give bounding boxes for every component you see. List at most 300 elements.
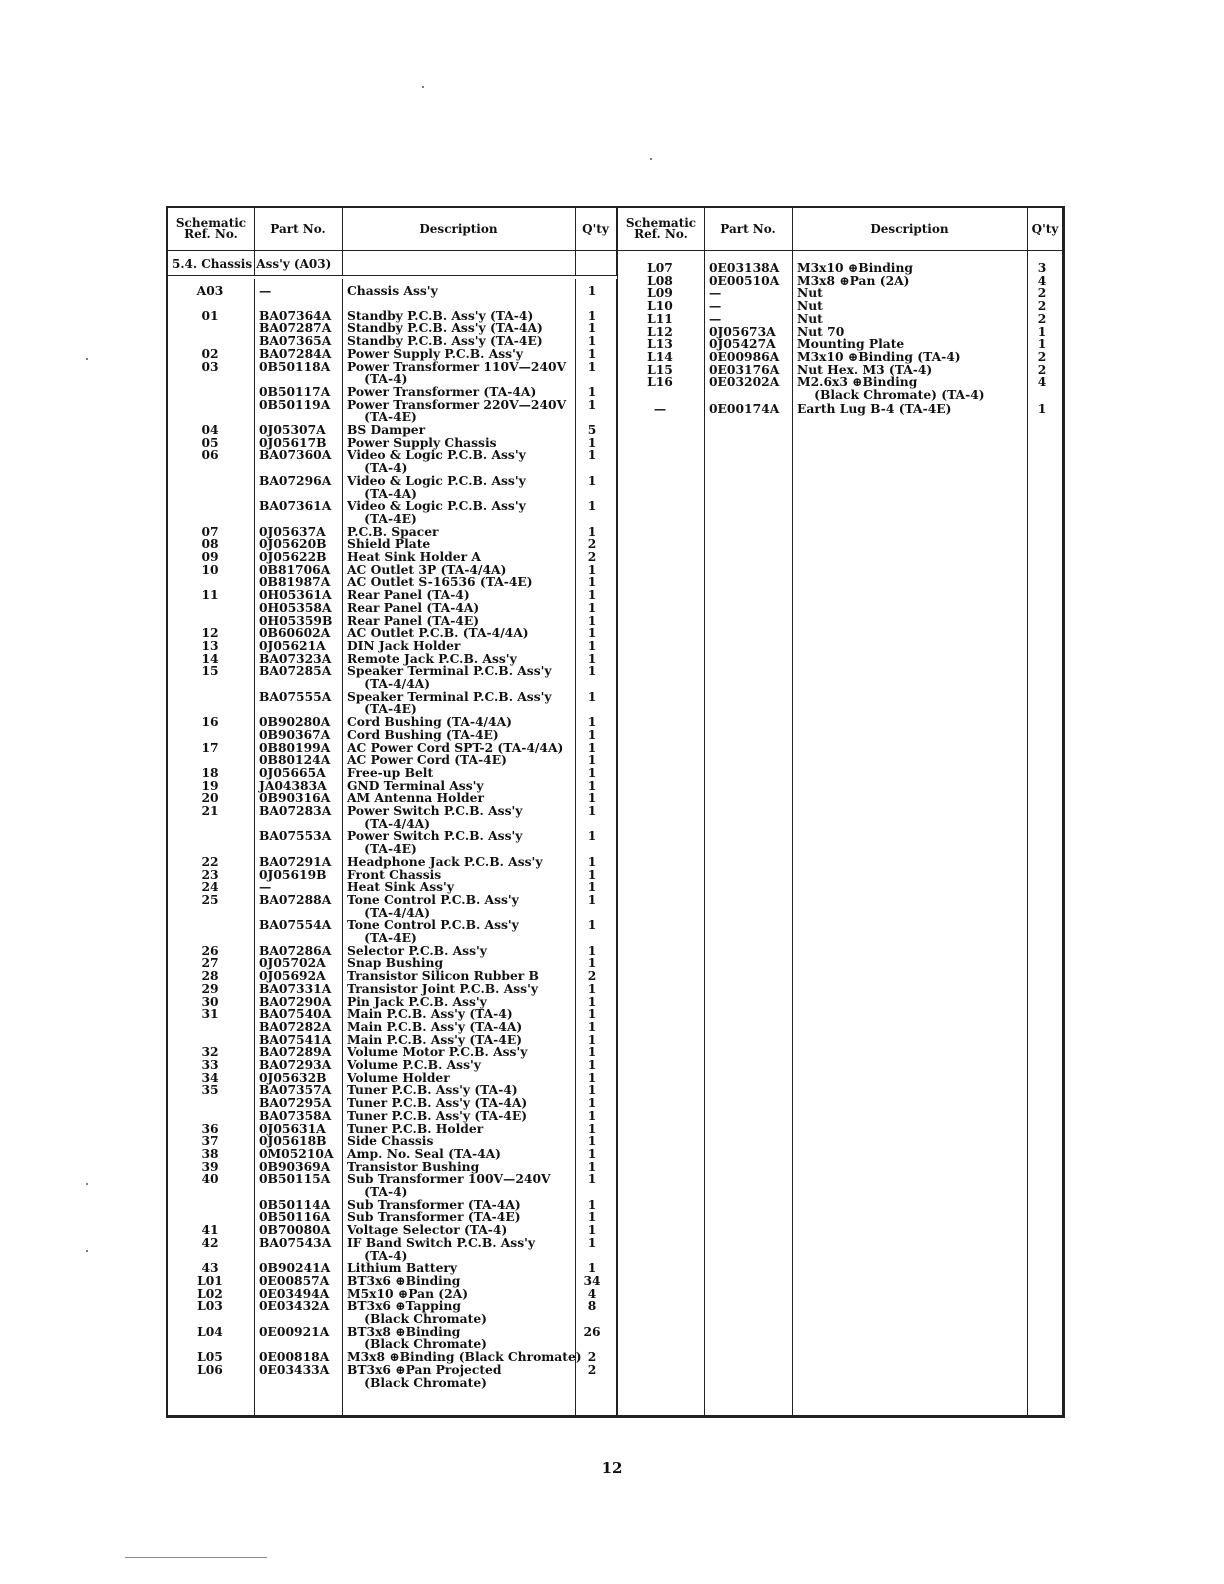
description-cell: (TA-4) bbox=[347, 460, 408, 476]
description-cell: (TA-4A) bbox=[347, 485, 417, 501]
description-cell: GND Terminal Ass'y bbox=[347, 777, 484, 793]
part-number-cell: 0B90316A bbox=[259, 790, 331, 806]
part-number-cell: 0B70080A bbox=[259, 1222, 331, 1238]
part-number-cell: BA07553A bbox=[259, 828, 332, 844]
ref-cell: L12 bbox=[647, 323, 673, 339]
description-cell: AC Outlet 3P (TA-4/4A) bbox=[347, 561, 507, 577]
part-number-cell: 0B50117A bbox=[259, 383, 331, 399]
part-number-cell: 0J05637A bbox=[259, 523, 326, 539]
description-cell: Power Transformer (TA-4A) bbox=[347, 383, 537, 399]
part-number-cell: 0J05673A bbox=[709, 323, 776, 339]
part-number-cell: 0J05692A bbox=[259, 968, 326, 984]
part-number-cell: BA07358A bbox=[259, 1107, 332, 1123]
description-cell: Power Supply Chassis bbox=[347, 434, 497, 450]
part-number-cell: 0E00921A bbox=[259, 1323, 330, 1339]
part-number-cell: 0J05632B bbox=[259, 1069, 327, 1085]
description-cell: (TA-4/4A) bbox=[347, 815, 431, 831]
part-number-cell: 0J05617B bbox=[259, 434, 327, 450]
ref-cell: 40 bbox=[201, 1171, 219, 1187]
header-qty-left: Q'ty bbox=[582, 221, 609, 236]
part-number-cell: 0J05622B bbox=[259, 549, 327, 564]
quantity-cell: 1 bbox=[587, 663, 597, 679]
part-number-cell: 0B50115A bbox=[259, 1171, 331, 1187]
ref-cell: 20 bbox=[201, 790, 219, 806]
parts-list-table bbox=[166, 206, 1065, 1418]
description-cell: Tuner P.C.B. Holder bbox=[347, 1120, 484, 1136]
description-cell: (TA-4) bbox=[347, 1247, 408, 1263]
quantity-cell: 2 bbox=[1037, 285, 1047, 301]
ref-cell: 13 bbox=[201, 637, 219, 653]
quantity-cell: 1 bbox=[587, 396, 597, 412]
description-cell: Speaker Terminal P.C.B. Ass'y bbox=[347, 688, 552, 704]
description-cell: Nut Hex. M3 (TA-4) bbox=[797, 361, 933, 377]
description-cell: M2.6x3 ⊕Binding bbox=[797, 374, 918, 390]
description-cell: (Black Chromate) bbox=[347, 1336, 487, 1352]
part-number-cell: 0B80199A bbox=[259, 739, 331, 755]
description-cell: Power Transformer 220V—240V bbox=[347, 396, 567, 412]
part-number-cell: 0E03494A bbox=[259, 1285, 330, 1301]
quantity-cell: 1 bbox=[587, 1044, 597, 1060]
description-cell: Cord Bushing (TA-4E) bbox=[347, 726, 499, 742]
quantity-cell: 1 bbox=[587, 917, 597, 933]
part-number-cell: — bbox=[709, 298, 722, 314]
description-cell: Video & Logic P.C.B. Ass'y bbox=[347, 498, 526, 514]
description-cell: M3x10 ⊕Binding bbox=[797, 260, 914, 275]
ref-cell: L02 bbox=[197, 1285, 223, 1301]
description-cell: AC Power Cord (TA-4E) bbox=[347, 752, 507, 768]
table-row bbox=[168, 639, 616, 652]
table-row bbox=[618, 274, 1066, 287]
table-row bbox=[168, 893, 616, 906]
part-number-cell: 0B81706A bbox=[259, 561, 331, 577]
quantity-cell: 1 bbox=[587, 1196, 597, 1212]
quantity-cell: 34 bbox=[583, 1272, 601, 1288]
ref-cell: 09 bbox=[201, 549, 219, 564]
description-cell: Video & Logic P.C.B. Ass'y bbox=[347, 472, 526, 488]
quantity-cell: 1 bbox=[587, 942, 597, 958]
description-cell: Power Supply P.C.B. Ass'y bbox=[347, 345, 523, 361]
quantity-cell: 1 bbox=[587, 1209, 597, 1225]
quantity-cell: 2 bbox=[587, 536, 597, 552]
description-cell: Transistor Silicon Rubber B bbox=[347, 968, 539, 984]
part-number-cell: BA07289A bbox=[259, 1044, 332, 1060]
description-cell: Heat Sink Holder A bbox=[347, 549, 481, 564]
part-number-cell: BA07323A bbox=[259, 650, 332, 666]
part-number-cell: 0E03176A bbox=[709, 361, 780, 377]
description-cell: M3x8 ⊕Binding (Black Chromate) bbox=[347, 1349, 582, 1365]
part-number-cell: 0J05619B bbox=[259, 866, 327, 882]
description-cell: BT3x6 ⊕Pan Projected bbox=[347, 1361, 502, 1377]
description-cell: AM Antenna Holder bbox=[347, 790, 484, 806]
description-cell: Front Chassis bbox=[347, 866, 442, 882]
quantity-cell: 1 bbox=[587, 498, 597, 514]
table-row bbox=[168, 1236, 616, 1249]
ref-cell: 32 bbox=[201, 1044, 219, 1060]
description-cell: (TA-4) bbox=[347, 371, 408, 387]
quantity-cell: 2 bbox=[587, 1349, 597, 1365]
description-cell: Volume Holder bbox=[347, 1069, 450, 1085]
quantity-cell: 1 bbox=[587, 1006, 597, 1022]
scan-speck bbox=[86, 358, 88, 360]
quantity-cell: 1 bbox=[587, 739, 597, 755]
quantity-cell: 1 bbox=[587, 803, 597, 818]
part-number-cell: BA07361A bbox=[259, 498, 332, 514]
ref-cell: L05 bbox=[197, 1349, 223, 1365]
part-number-cell: BA07291A bbox=[259, 853, 332, 869]
ref-cell: 42 bbox=[201, 1234, 219, 1250]
part-number-cell: BA07543A bbox=[259, 1234, 332, 1250]
part-number-cell: BA07331A bbox=[259, 980, 332, 996]
header-desc-right: Description bbox=[870, 221, 949, 236]
part-number-cell: 0B50116A bbox=[259, 1209, 331, 1225]
quantity-cell: 2 bbox=[1037, 298, 1047, 314]
part-number-cell: 0E00510A bbox=[709, 272, 780, 288]
description-cell: Main P.C.B. Ass'y (TA-4) bbox=[347, 1006, 513, 1022]
header-desc-left: Description bbox=[419, 221, 498, 236]
description-cell: (TA-4/4A) bbox=[347, 676, 431, 691]
part-number-cell: BA07290A bbox=[259, 993, 332, 1009]
quantity-cell: 1 bbox=[587, 599, 597, 615]
quantity-cell: 1 bbox=[587, 891, 597, 907]
description-cell: Nut bbox=[797, 298, 823, 314]
ref-cell: 41 bbox=[201, 1222, 219, 1238]
quantity-cell: 1 bbox=[587, 1069, 597, 1085]
part-number-cell: 0E00986A bbox=[709, 348, 780, 364]
quantity-cell: 1 bbox=[587, 1222, 597, 1238]
part-number-cell: 0E00818A bbox=[259, 1349, 330, 1365]
description-cell: Sub Transformer (TA-4A) bbox=[347, 1196, 521, 1212]
scan-speck bbox=[650, 158, 652, 160]
part-number-cell: BA07284A bbox=[259, 345, 332, 361]
description-cell: Tuner P.C.B. Ass'y (TA-4) bbox=[347, 1082, 518, 1098]
quantity-cell: 2 bbox=[587, 968, 597, 984]
quantity-cell: 1 bbox=[587, 879, 597, 895]
description-cell: DIN Jack Holder bbox=[347, 637, 461, 653]
ref-cell: L15 bbox=[647, 361, 673, 377]
table-row bbox=[168, 855, 616, 868]
part-number-cell: 0J05631A bbox=[259, 1120, 326, 1136]
description-cell: Lithium Battery bbox=[347, 1260, 458, 1276]
quantity-cell: 2 bbox=[1037, 348, 1047, 364]
part-number-cell: JA04383A bbox=[259, 777, 327, 793]
part-number-cell: — bbox=[709, 310, 722, 326]
part-number-cell: — bbox=[259, 879, 272, 895]
description-cell: Rear Panel (TA-4) bbox=[347, 587, 470, 603]
ref-cell: 03 bbox=[201, 358, 219, 374]
quantity-cell: 1 bbox=[587, 650, 597, 666]
ref-cell: A03 bbox=[196, 283, 224, 298]
quantity-cell: 1 bbox=[587, 790, 597, 806]
ref-cell: L06 bbox=[197, 1361, 223, 1377]
part-number-cell: 0B80124A bbox=[259, 752, 331, 768]
description-cell: Volume P.C.B. Ass'y bbox=[347, 1057, 481, 1072]
description-cell: (TA-4E) bbox=[347, 510, 417, 526]
quantity-cell: 1 bbox=[587, 1145, 597, 1161]
quantity-cell: 1 bbox=[587, 358, 597, 374]
part-number-cell: BA07287A bbox=[259, 320, 332, 336]
part-number-cell: BA07296A bbox=[259, 472, 332, 488]
ref-cell: L07 bbox=[647, 260, 673, 275]
description-cell: BT3x6 ⊕Tapping bbox=[347, 1298, 461, 1314]
part-number-cell: 0E00857A bbox=[259, 1272, 330, 1288]
quantity-cell: 3 bbox=[1037, 260, 1047, 275]
section-gap bbox=[168, 276, 617, 279]
description-cell: (TA-4/4A) bbox=[347, 904, 431, 920]
quantity-cell: 1 bbox=[587, 472, 597, 488]
quantity-cell: 5 bbox=[587, 422, 597, 437]
table-row bbox=[168, 1020, 616, 1033]
description-cell: Mounting Plate bbox=[797, 336, 905, 352]
description-cell: AC Power Cord SPT-2 (TA-4/4A) bbox=[347, 739, 564, 755]
description-cell: Amp. No. Seal (TA-4A) bbox=[347, 1145, 501, 1161]
quantity-cell: 1 bbox=[587, 764, 597, 780]
ref-cell: 28 bbox=[201, 968, 219, 984]
description-cell: (Black Chromate) bbox=[347, 1311, 487, 1326]
description-cell: Sub Transformer (TA-4E) bbox=[347, 1209, 521, 1225]
description-cell: Nut bbox=[797, 310, 823, 326]
description-cell: BS Damper bbox=[347, 422, 426, 437]
quantity-cell: 8 bbox=[587, 1298, 597, 1314]
description-cell: Nut 70 bbox=[797, 323, 845, 339]
quantity-cell: 1 bbox=[587, 1171, 597, 1187]
quantity-cell: 4 bbox=[1037, 272, 1047, 288]
description-cell: (TA-4E) bbox=[347, 409, 417, 425]
description-cell: (Black Chromate) (TA-4) bbox=[797, 387, 985, 402]
ref-cell: L13 bbox=[647, 336, 673, 352]
part-number-cell: 0B90280A bbox=[259, 714, 331, 730]
description-cell: M5x10 ⊕Pan (2A) bbox=[347, 1285, 469, 1301]
ref-cell: 02 bbox=[201, 345, 219, 361]
table-row bbox=[168, 1109, 616, 1122]
quantity-cell: 1 bbox=[587, 523, 597, 539]
table-row bbox=[168, 601, 616, 614]
quantity-cell: 1 bbox=[587, 980, 597, 996]
part-number-cell: BA07282A bbox=[259, 1018, 332, 1034]
description-cell: Transistor Bushing bbox=[347, 1158, 480, 1174]
ref-cell: 01 bbox=[201, 307, 219, 323]
part-number-cell: BA07293A bbox=[259, 1057, 332, 1072]
part-number-cell: BA07285A bbox=[259, 663, 332, 679]
description-cell: Power Transformer 110V—240V bbox=[347, 358, 567, 374]
quantity-cell: 2 bbox=[587, 1361, 597, 1377]
quantity-cell: 1 bbox=[587, 1133, 597, 1149]
description-cell: (TA-4E) bbox=[347, 701, 417, 717]
quantity-cell: 1 bbox=[587, 383, 597, 399]
ref-cell: 19 bbox=[201, 777, 219, 793]
ref-cell: L10 bbox=[647, 298, 673, 314]
part-number-cell: BA07364A bbox=[259, 307, 332, 323]
description-cell: Main P.C.B. Ass'y (TA-4A) bbox=[347, 1018, 523, 1034]
quantity-cell: 1 bbox=[587, 333, 597, 349]
header-qty-right: Q'ty bbox=[1031, 221, 1059, 236]
ref-cell: 12 bbox=[201, 625, 219, 641]
table-row bbox=[618, 388, 1066, 401]
ref-cell: 33 bbox=[201, 1057, 219, 1072]
ref-cell: 36 bbox=[201, 1120, 219, 1136]
description-cell: Sub Transformer 100V—240V bbox=[347, 1171, 551, 1187]
part-number-cell: 0H05358A bbox=[259, 599, 332, 615]
ref-cell: 17 bbox=[201, 739, 219, 755]
part-number-cell: BA07295A bbox=[259, 1095, 332, 1111]
description-cell: Video & Logic P.C.B. Ass'y bbox=[347, 447, 526, 463]
ref-cell: 31 bbox=[201, 1006, 219, 1022]
table-row bbox=[168, 284, 616, 297]
scan-speck bbox=[422, 86, 424, 88]
ref-cell: L01 bbox=[197, 1272, 223, 1288]
ref-cell: 39 bbox=[201, 1158, 219, 1174]
section-divider bbox=[168, 275, 617, 276]
quantity-cell: 1 bbox=[587, 828, 597, 844]
quantity-cell: 1 bbox=[1037, 400, 1047, 416]
ref-cell: L03 bbox=[197, 1298, 223, 1314]
ref-cell: 26 bbox=[201, 942, 219, 958]
table-row bbox=[168, 982, 616, 995]
ref-cell: 05 bbox=[201, 434, 219, 450]
part-number-cell: 0J05621A bbox=[259, 637, 326, 653]
ref-cell: 14 bbox=[201, 650, 219, 666]
ref-cell: 37 bbox=[201, 1133, 219, 1149]
description-cell: BT3x6 ⊕Binding bbox=[347, 1272, 461, 1288]
part-number-cell: 0J05618B bbox=[259, 1133, 327, 1149]
table-row bbox=[168, 1274, 616, 1287]
part-number-cell: BA07554A bbox=[259, 917, 332, 933]
part-number-cell: 0B90241A bbox=[259, 1260, 331, 1276]
part-number-cell: 0H05359B bbox=[259, 612, 333, 628]
description-cell: Standby P.C.B. Ass'y (TA-4E) bbox=[347, 333, 543, 349]
ref-cell: 11 bbox=[201, 587, 219, 603]
ref-cell: L14 bbox=[647, 348, 673, 364]
underline-decoration bbox=[125, 1557, 267, 1558]
ref-cell: 07 bbox=[201, 523, 219, 539]
part-number-cell: 0E03432A bbox=[259, 1298, 330, 1314]
ref-cell: L11 bbox=[647, 310, 673, 326]
table-row bbox=[168, 1376, 616, 1389]
part-number-cell: 0E03433A bbox=[259, 1361, 330, 1377]
ref-cell: 10 bbox=[201, 561, 219, 577]
description-cell: Standby P.C.B. Ass'y (TA-4) bbox=[347, 307, 534, 323]
quantity-cell: 1 bbox=[587, 561, 597, 577]
quantity-cell: 1 bbox=[587, 1082, 597, 1098]
quantity-cell: 1 bbox=[587, 752, 597, 768]
description-cell: Volume Motor P.C.B. Ass'y bbox=[347, 1044, 528, 1060]
description-cell: Earth Lug B-4 (TA-4E) bbox=[797, 400, 952, 416]
quantity-cell: 1 bbox=[587, 714, 597, 730]
description-cell: (TA-4) bbox=[347, 1184, 408, 1199]
ref-cell: 34 bbox=[201, 1069, 219, 1085]
description-cell: Free-up Belt bbox=[347, 764, 434, 780]
description-cell: Tuner P.C.B. Ass'y (TA-4A) bbox=[347, 1095, 528, 1111]
part-number-cell: BA07288A bbox=[259, 891, 332, 907]
part-number-cell: 0E00174A bbox=[709, 400, 780, 416]
description-cell: Speaker Terminal P.C.B. Ass'y bbox=[347, 663, 552, 679]
table-row bbox=[168, 728, 616, 741]
part-number-cell: — bbox=[709, 285, 722, 301]
table-row bbox=[618, 350, 1066, 363]
ref-cell: L08 bbox=[647, 272, 673, 288]
description-cell: IF Band Switch P.C.B. Ass'y bbox=[347, 1234, 536, 1250]
table-row bbox=[168, 474, 616, 487]
part-number-cell: 0B81987A bbox=[259, 574, 331, 590]
quantity-cell: 1 bbox=[587, 1107, 597, 1123]
quantity-cell: 1 bbox=[587, 1260, 597, 1276]
quantity-cell: 1 bbox=[587, 307, 597, 323]
ref-cell: 35 bbox=[201, 1082, 219, 1098]
quantity-cell: 1 bbox=[587, 625, 597, 641]
part-number-cell: BA07283A bbox=[259, 803, 332, 818]
quantity-cell: 1 bbox=[587, 587, 597, 603]
part-number-cell: 0J05702A bbox=[259, 955, 326, 971]
description-cell: Standby P.C.B. Ass'y (TA-4A) bbox=[347, 320, 543, 336]
quantity-cell: 1 bbox=[587, 1057, 597, 1072]
quantity-cell: 1 bbox=[587, 726, 597, 742]
ref-cell: 21 bbox=[201, 803, 219, 818]
quantity-cell: 26 bbox=[583, 1323, 601, 1339]
quantity-cell: 1 bbox=[587, 637, 597, 653]
description-cell: M3x10 ⊕Binding (TA-4) bbox=[797, 348, 961, 364]
quantity-cell: 1 bbox=[587, 320, 597, 336]
description-cell: Heat Sink Ass'y bbox=[347, 879, 454, 895]
part-number-cell: BA07540A bbox=[259, 1006, 332, 1022]
table-row bbox=[168, 385, 616, 398]
description-cell: Power Switch P.C.B. Ass'y bbox=[347, 803, 523, 818]
quantity-cell: 1 bbox=[587, 1158, 597, 1174]
description-cell: Tone Control P.C.B. Ass'y bbox=[347, 917, 519, 933]
part-number-cell: 0J05665A bbox=[259, 764, 326, 780]
part-number-cell: BA07541A bbox=[259, 1031, 332, 1047]
description-cell: Main P.C.B. Ass'y (TA-4E) bbox=[347, 1031, 523, 1047]
part-number-cell: 0B60602A bbox=[259, 625, 331, 641]
part-number-cell: BA07555A bbox=[259, 688, 332, 704]
page-number: 12 bbox=[601, 1459, 623, 1477]
quantity-cell: 1 bbox=[587, 574, 597, 590]
table-row bbox=[168, 1147, 616, 1160]
description-cell: Rear Panel (TA-4E) bbox=[347, 612, 480, 628]
table-row bbox=[168, 512, 616, 525]
section-title: 5.4. Chassis Ass'y (A03) bbox=[172, 257, 332, 271]
quantity-cell: 1 bbox=[587, 993, 597, 1009]
table-row bbox=[168, 1363, 616, 1376]
description-cell: Nut bbox=[797, 285, 823, 301]
scan-speck bbox=[86, 1183, 88, 1185]
part-number-cell: 0B50118A bbox=[259, 358, 331, 374]
description-cell: Chassis Ass'y bbox=[347, 283, 438, 298]
description-cell: Side Chassis bbox=[347, 1133, 434, 1149]
part-number-cell: — bbox=[259, 283, 272, 298]
description-cell: Cord Bushing (TA-4/4A) bbox=[347, 714, 512, 730]
quantity-cell: 1 bbox=[587, 1120, 597, 1136]
part-number-cell: 0M05210A bbox=[259, 1145, 334, 1161]
ref-cell: 08 bbox=[201, 536, 219, 552]
description-cell: M3x8 ⊕Pan (2A) bbox=[797, 272, 910, 288]
scan-speck bbox=[86, 1250, 88, 1252]
ref-cell: — bbox=[653, 400, 667, 416]
quantity-cell: 1 bbox=[587, 283, 597, 298]
description-cell: Power Switch P.C.B. Ass'y bbox=[347, 828, 523, 844]
header-part-left: Part No. bbox=[270, 221, 326, 236]
description-cell: Tuner P.C.B. Ass'y (TA-4E) bbox=[347, 1107, 528, 1123]
part-number-cell: 0J05307A bbox=[259, 422, 326, 437]
description-cell: Selector P.C.B. Ass'y bbox=[347, 942, 487, 958]
ref-cell: 06 bbox=[201, 447, 219, 463]
description-cell: Rear Panel (TA-4A) bbox=[347, 599, 480, 615]
ref-cell: 18 bbox=[201, 764, 219, 780]
quantity-cell: 4 bbox=[1037, 374, 1047, 390]
ref-cell: 38 bbox=[201, 1145, 219, 1161]
description-cell: Pin Jack P.C.B. Ass'y bbox=[347, 993, 487, 1009]
table-row bbox=[618, 312, 1066, 325]
description-cell: AC Outlet P.C.B. (TA-4/4A) bbox=[347, 625, 529, 641]
part-number-cell: BA07360A bbox=[259, 447, 332, 463]
